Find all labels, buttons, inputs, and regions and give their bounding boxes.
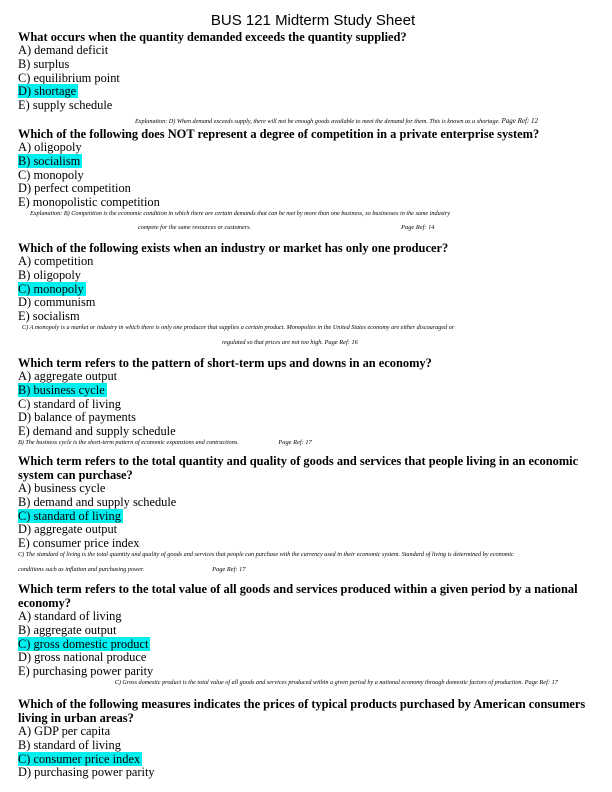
page-ref: Page Ref: 14 bbox=[401, 223, 435, 231]
option: E) supply schedule bbox=[18, 98, 113, 113]
question-text: Which term refers to the pattern of short-term ups and downs in an economy? bbox=[18, 355, 432, 370]
question-block bbox=[18, 697, 598, 780]
option: D) purchasing power parity bbox=[18, 765, 155, 780]
explanation: Explanation: D) When demand exceeds supply, there will not be enough goods available to meet the demand for them. This is known as a shortage. Page Ref: 12 bbox=[134, 116, 538, 125]
explanation: C) The standard of living is the total quantity and quality of goods and services that people can purchase with the currency used in their economic system. Standard of living is determined by economic conditions such as inflation and purchasing power. Page Ref: 17 bbox=[18, 550, 514, 573]
option: E) monopolistic competition bbox=[18, 195, 160, 210]
option-correct: B) business cycle bbox=[18, 382, 105, 397]
option: A) standard of living bbox=[18, 608, 122, 623]
option: C) standard of living bbox=[18, 396, 121, 411]
option: A) business cycle bbox=[18, 480, 106, 495]
option: B) surplus bbox=[18, 56, 70, 71]
explanation: Explanation: B) Competition is the economic condition in which there are certain demands that can be met by more than one business, so businesses in the same industry compete for the same resources or customers. Page Ref: 14 bbox=[30, 209, 450, 231]
question-text: Which of the following measures indicates the prices of typical products purchased by American consumers living in urban areas? bbox=[18, 696, 586, 725]
question-text: What occurs when the quantity demanded exceeds the quantity supplied? bbox=[18, 30, 407, 44]
explanation: B) The business cycle is the short-term pattern of economic expansions and contractions. Page Ref: 17 bbox=[18, 438, 312, 446]
option: A) demand deficit bbox=[18, 43, 109, 57]
option: B) oligopoly bbox=[18, 267, 81, 282]
option: D) aggregate output bbox=[18, 522, 118, 537]
option-correct: C) standard of living bbox=[18, 508, 121, 523]
page-ref: Page Ref: 17 bbox=[212, 565, 246, 573]
option: C) equilibrium point bbox=[18, 70, 120, 85]
question-block bbox=[18, 30, 598, 126]
option: B) standard of living bbox=[18, 737, 121, 752]
explanation: C) Gross domestic product is the total value of all goods and services produced within a given period by a national economy through domestic factors of production. Page Ref: 17 bbox=[114, 678, 558, 686]
option: D) gross national produce bbox=[18, 650, 147, 665]
option: A) oligopoly bbox=[18, 139, 82, 154]
option: E) purchasing power parity bbox=[18, 664, 154, 679]
option: B) demand and supply schedule bbox=[18, 494, 177, 509]
page-ref: Page Ref: 16 bbox=[324, 338, 358, 346]
question-block bbox=[18, 356, 598, 447]
option-correct: D) shortage bbox=[18, 84, 77, 99]
option: A) competition bbox=[18, 253, 94, 268]
option: D) balance of payments bbox=[18, 410, 137, 425]
explanation: C) A monopoly is a market or industry in which there is only one producer that supplies a certain product. Monopolies in the United States economy are either discouraged or regulated so that prices are not too high. Page Ref: 16 bbox=[22, 323, 455, 346]
question-text: Which term refers to the total quantity and quality of goods and services that people living in an economic system can purchase? bbox=[18, 453, 579, 482]
question-block bbox=[18, 241, 598, 347]
question-text: Which term refers to the total value of all goods and services produced within a given period by a national economy? bbox=[18, 581, 578, 610]
option: A) GDP per capita bbox=[18, 723, 111, 738]
option-correct: B) socialism bbox=[18, 153, 81, 168]
page-ref: Page Ref: 17 bbox=[524, 678, 558, 686]
document-title: BUS 121 Midterm Study Sheet bbox=[210, 12, 416, 29]
option-correct: C) gross domestic product bbox=[18, 636, 149, 651]
option: D) communism bbox=[18, 295, 96, 310]
question-block bbox=[18, 127, 598, 232]
option: E) consumer price index bbox=[18, 536, 140, 551]
option: E) socialism bbox=[18, 309, 80, 324]
option: E) demand and supply schedule bbox=[18, 424, 176, 439]
option: B) aggregate output bbox=[18, 622, 117, 637]
option-correct: C) consumer price index bbox=[18, 751, 141, 766]
question-block bbox=[18, 454, 598, 574]
option-correct: C) monopoly bbox=[18, 281, 84, 296]
option: D) perfect competition bbox=[18, 181, 131, 196]
page-ref: Page Ref: 17 bbox=[278, 438, 312, 446]
page-ref: Page Ref: 12 bbox=[501, 116, 538, 125]
question-text: Which of the following does NOT represent a degree of competition in a private enterprise system? bbox=[18, 126, 540, 141]
question-block bbox=[18, 582, 598, 687]
option: A) aggregate output bbox=[18, 368, 118, 383]
option: C) monopoly bbox=[18, 167, 84, 182]
question-text: Which of the following exists when an industry or market has only one producer? bbox=[18, 240, 449, 255]
